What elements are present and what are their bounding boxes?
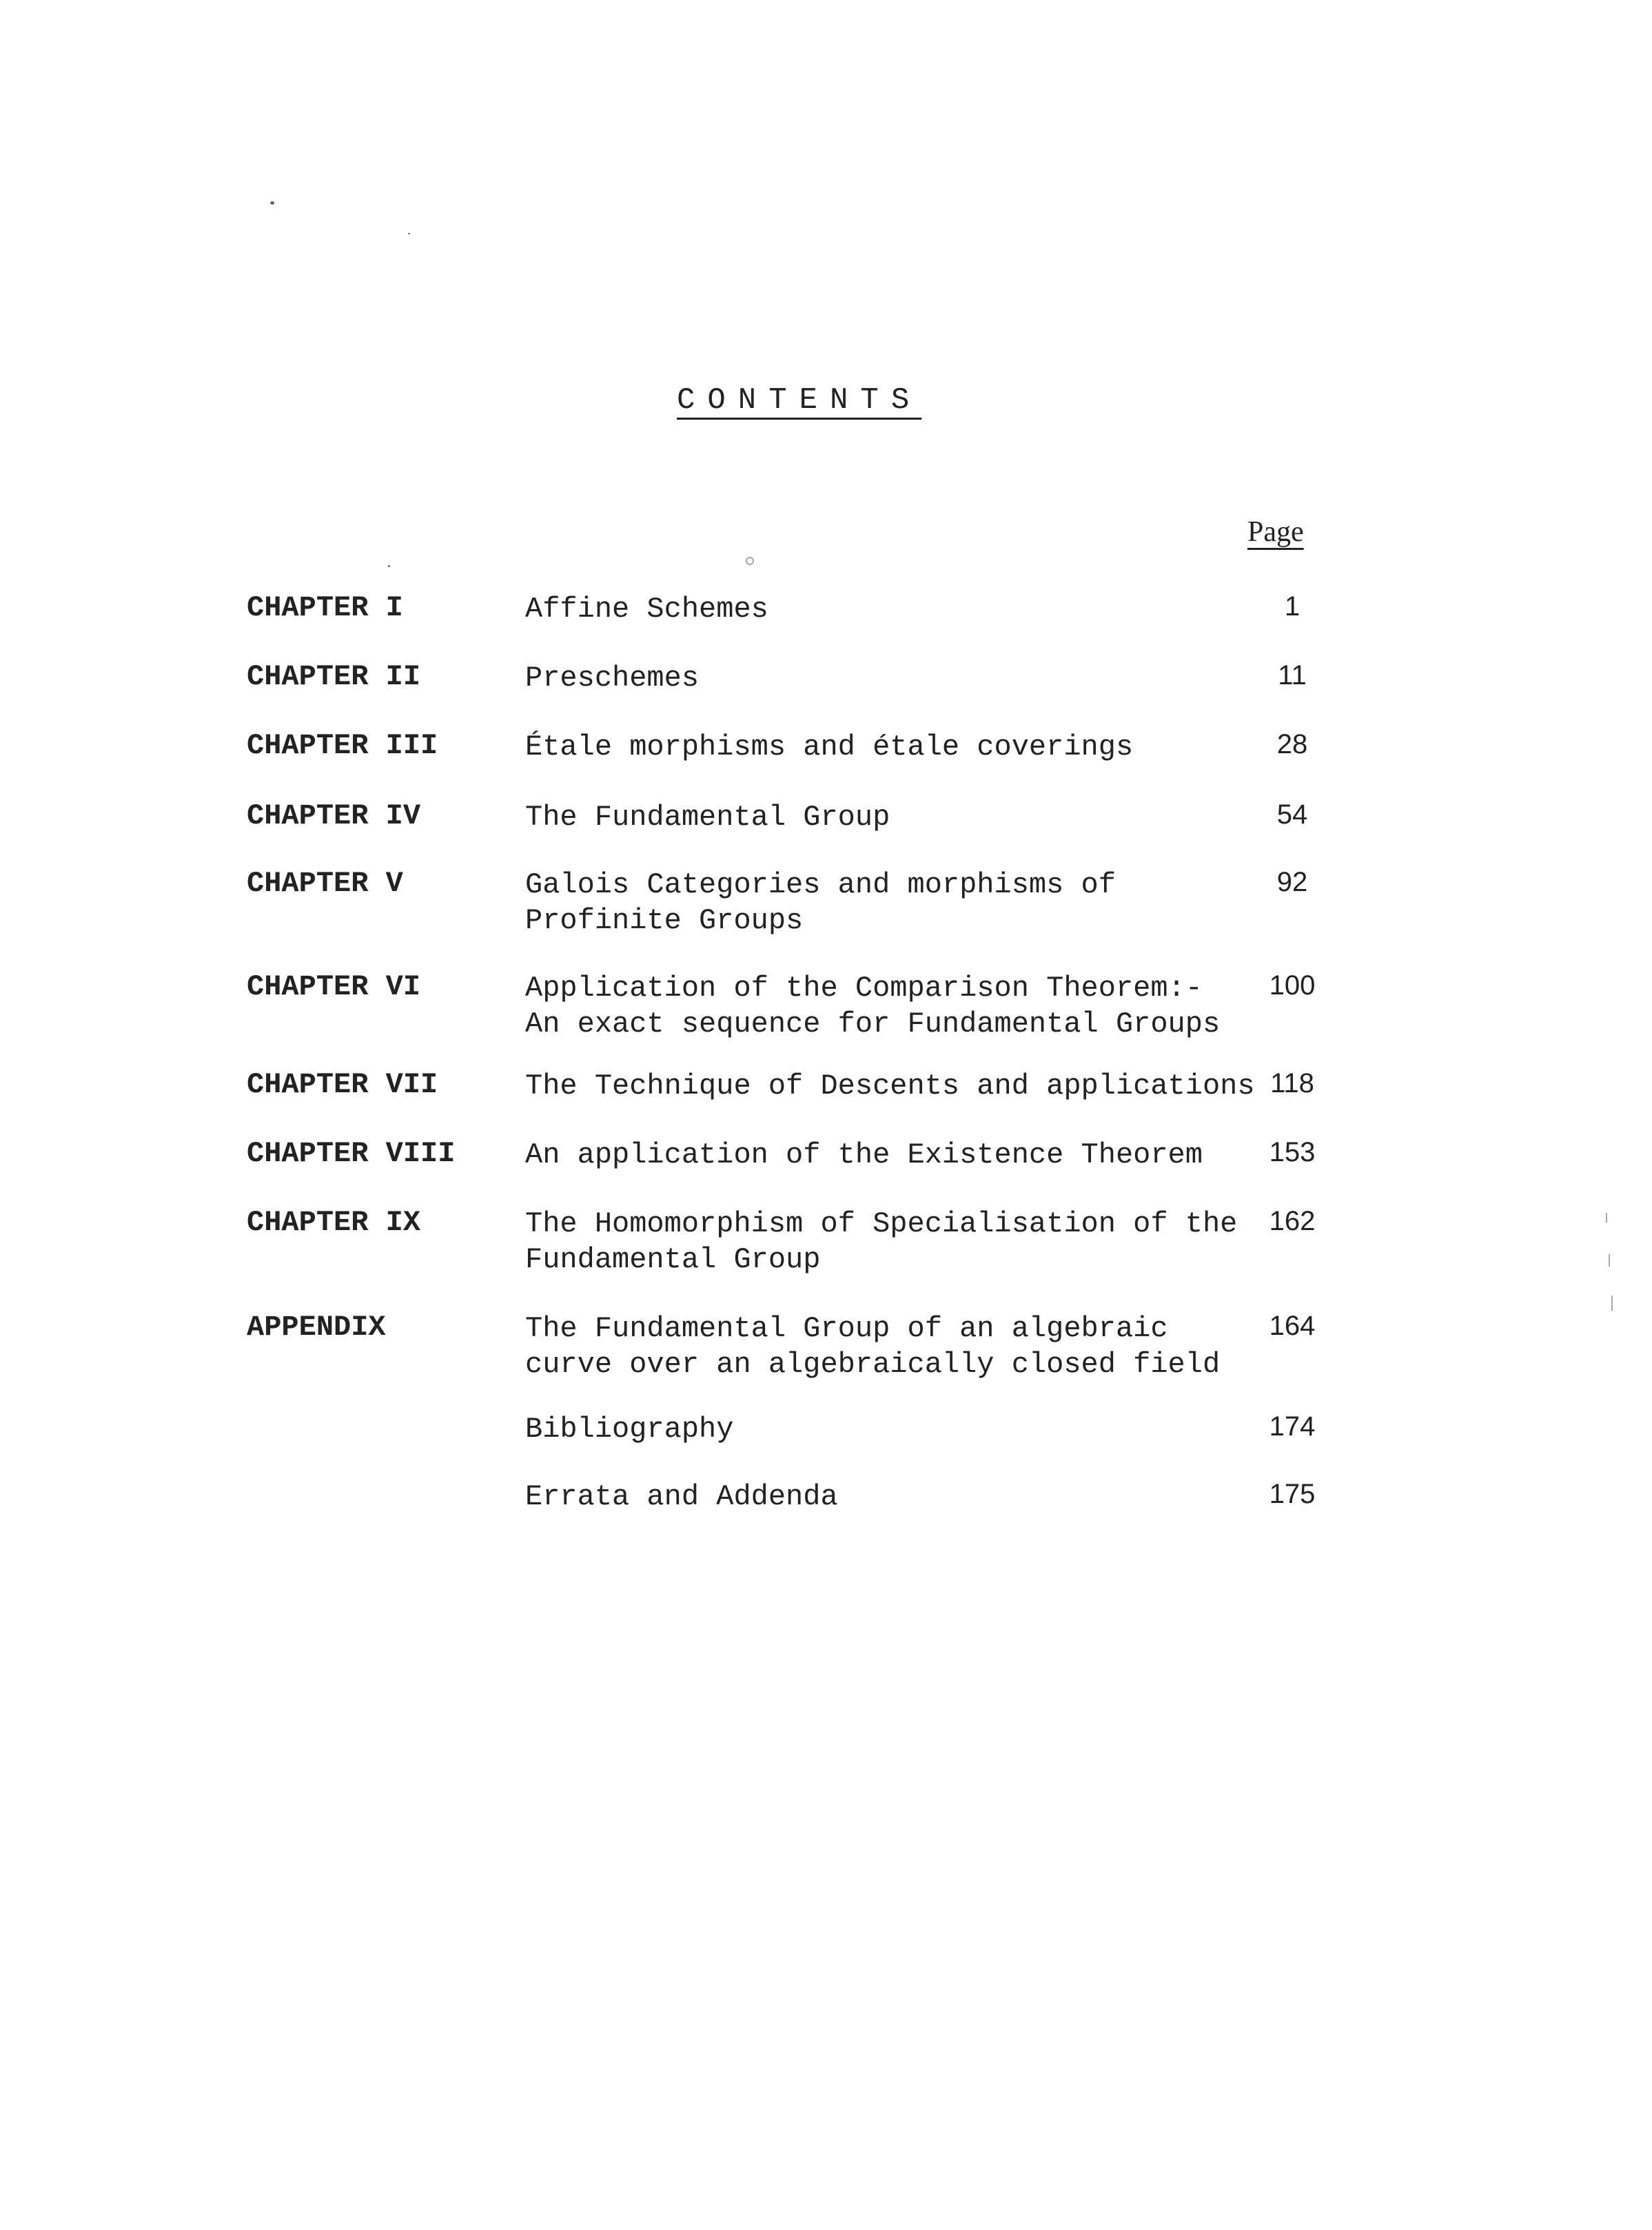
entry-title: An application of the Existence Theorem [525, 1138, 1203, 1172]
scan-speck [408, 233, 410, 234]
page-number: 100 [1269, 970, 1316, 1001]
page-number: 54 [1276, 799, 1308, 830]
chapter-label: CHAPTER IV [247, 799, 421, 832]
page-number: 175 [1269, 1479, 1316, 1509]
scan-speck [270, 201, 274, 205]
entry-title: The Fundamental Group [525, 801, 890, 834]
chapter-label: CHAPTER VII [247, 1068, 438, 1101]
page-column-heading: Page [1247, 516, 1304, 548]
scan-speck [1609, 1254, 1610, 1267]
chapter-label: CHAPTER VIII [247, 1137, 456, 1170]
page-number: 118 [1270, 1068, 1314, 1098]
page-number: 11 [1278, 660, 1307, 691]
page-number: 162 [1269, 1206, 1316, 1236]
entry-title: The Homomorphism of Specialisation of the Fundamental Group [525, 1207, 1238, 1276]
scan-speck [388, 565, 390, 567]
entry-title: The Technique of Descents and applications [525, 1070, 1255, 1103]
entry-title: Preschemes [525, 662, 700, 695]
chapter-label: CHAPTER I [247, 591, 403, 624]
chapter-label: CHAPTER IX [247, 1206, 421, 1239]
entry-title: The Fundamental Group of an algebraic curve over an algebraically closed field [525, 1312, 1221, 1381]
page-number: 28 [1276, 729, 1308, 759]
entry-title: Errata and Addenda [525, 1480, 838, 1513]
page-number: 1 [1284, 591, 1301, 622]
entry-title: Galois Categories and morphisms of Profinite Groups [525, 868, 1116, 937]
chapter-label: CHAPTER III [247, 729, 438, 762]
chapter-label: APPENDIX [247, 1311, 386, 1344]
entry-title: Application of the Comparison Theorem:- An exact sequence for Fundamental Groups [525, 972, 1221, 1041]
entry-title: Étale morphisms and étale coverings [525, 730, 1134, 764]
chapter-label: CHAPTER VI [247, 970, 421, 1003]
entry-title: Bibliography [525, 1413, 734, 1446]
scan-speck [1611, 1296, 1613, 1311]
contents-title: CONTENTS [677, 383, 922, 418]
page-number: 164 [1269, 1311, 1316, 1341]
entry-title: Affine Schemes [525, 593, 768, 626]
page-number: 174 [1269, 1411, 1316, 1442]
chapter-label: CHAPTER V [247, 867, 403, 900]
page-number: 92 [1276, 867, 1308, 897]
page-number: 153 [1269, 1137, 1316, 1167]
chapter-label: CHAPTER II [247, 660, 421, 693]
scan-speck [746, 557, 754, 565]
scan-speck [1606, 1213, 1607, 1223]
